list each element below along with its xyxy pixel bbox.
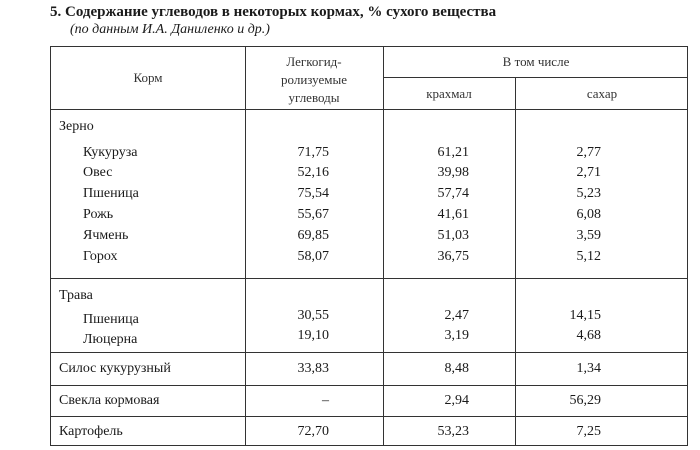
row-sugar: 5,12	[576, 249, 601, 264]
row-name: Ячмень	[83, 228, 129, 243]
carbohydrate-table	[50, 46, 688, 446]
row-sugar: 2,77	[576, 145, 601, 160]
row-sugar: 7,25	[576, 424, 601, 439]
row-starch: 57,74	[437, 186, 469, 201]
row-starch: 53,23	[437, 424, 469, 439]
table-caption	[50, 3, 690, 39]
row-sugar: 4,68	[576, 328, 601, 343]
header-easy-hydrolyzable	[245, 53, 383, 107]
row-sugar: 2,71	[576, 165, 601, 180]
group-title-grain: Зерно	[59, 119, 94, 134]
section-divider	[51, 416, 687, 417]
row-easy: 75,54	[297, 186, 329, 201]
row-starch: 2,94	[444, 393, 469, 408]
row-easy: 72,70	[297, 424, 329, 439]
row-easy: 55,67	[297, 207, 329, 222]
row-starch: 39,98	[437, 165, 469, 180]
row-easy: 30,55	[297, 308, 329, 323]
row-starch: 3,19	[444, 328, 469, 343]
header-divider	[51, 109, 687, 110]
table-title: 5. Содержание углеводов в некоторых кормах, % сухого вещества	[50, 4, 497, 20]
header-easy-line3: углеводы	[288, 90, 340, 105]
row-easy: 71,75	[297, 145, 329, 160]
row-name: Горох	[83, 249, 118, 264]
row-name: Овес	[83, 165, 113, 180]
row-sugar: 5,23	[576, 186, 601, 201]
row-sugar: 3,59	[576, 228, 601, 243]
row-easy: 52,16	[297, 165, 329, 180]
header-easy-line1: Легкогид-	[286, 54, 342, 69]
row-easy: 58,07	[297, 249, 329, 264]
header-sugar: сахар	[586, 86, 618, 101]
row-starch: 8,48	[444, 361, 469, 376]
row-sugar: 56,29	[569, 393, 601, 408]
section-divider	[51, 385, 687, 386]
row-name: Силос кукурузный	[59, 361, 171, 376]
row-name: Рожь	[83, 207, 114, 222]
row-easy: 33,83	[297, 361, 329, 376]
section-divider	[51, 278, 687, 279]
row-sugar: 6,08	[576, 207, 601, 222]
header-feed: Корм	[133, 70, 163, 85]
row-name: Кукуруза	[83, 145, 138, 160]
row-starch: 36,75	[437, 249, 469, 264]
row-easy: –	[322, 393, 329, 408]
row-name: Картофель	[59, 424, 123, 439]
row-starch: 51,03	[437, 228, 469, 243]
row-easy: 69,85	[297, 228, 329, 243]
row-starch: 2,47	[444, 308, 469, 323]
row-name: Люцерна	[83, 332, 138, 347]
row-sugar: 1,34	[576, 361, 601, 376]
header-easy-line2: ролизуемые	[281, 72, 347, 87]
row-starch: 41,61	[437, 207, 469, 222]
section-divider	[51, 352, 687, 353]
row-starch: 61,21	[437, 145, 469, 160]
group-title-grass: Трава	[59, 288, 93, 303]
header-subdivider	[383, 77, 687, 78]
row-easy: 19,10	[297, 328, 329, 343]
row-name: Пшеница	[83, 186, 139, 201]
row-name: Свекла кормовая	[59, 393, 160, 408]
row-sugar: 14,15	[569, 308, 601, 323]
header-including: В том числе	[502, 54, 570, 69]
table-subtitle: (по данным И.А. Даниленко и др.)	[70, 22, 270, 37]
row-name: Пшеница	[83, 312, 139, 327]
header-starch: крахмал	[426, 86, 472, 101]
